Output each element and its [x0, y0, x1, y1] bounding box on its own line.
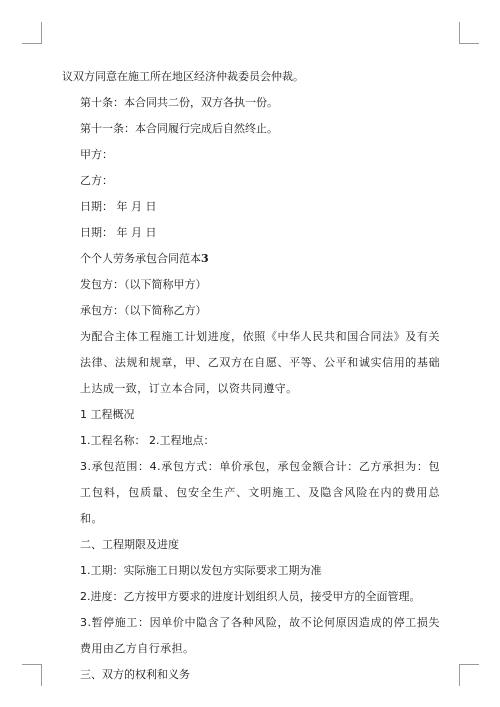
- crop-mark-top-left: [22, 22, 42, 44]
- item-project-name-location: 1.工程名称： 2.工程地点：: [80, 434, 215, 447]
- contractor-line: 发包方：（以下简称甲方）: [80, 278, 207, 291]
- paragraph-article-10: 第十条：本合同共二份，双方各执一份。: [80, 96, 278, 109]
- paragraph-arbitration: 议双方同意在施工所在地区经济仲裁委员会仲裁。: [62, 70, 304, 83]
- paragraph-preamble: 为配合主体工程施工计划进度，依照《中华人民共和国合同法》及有关法律、法规和规章，甲、乙双方在自愿、平等、公平和诚实信用的基础上达成一致，订立本合同，以资共同遵守。: [80, 330, 440, 395]
- item-duration: 1.工期：实际施工日期以发包方实际要求工期为准: [80, 564, 322, 577]
- document-page: [62, 64, 440, 688]
- date-line-2: 日期： 年 月 日: [80, 226, 157, 239]
- item-progress: 2.进度：乙方按甲方要求的进度计划组织人员，接受甲方的全面管理。: [80, 590, 421, 603]
- item-scope-and-method: 3.承包范围：4.承包方式：单价承包，承包金额合计：乙方承担为：包工包料，包质量、包安全生产、文明施工、及隐含风险在内的费用总和。: [80, 460, 440, 525]
- paragraph-article-11: 第十一条：本合同履行完成后自然终止。: [80, 122, 278, 135]
- section-3-heading: 三、双方的权利和义务: [80, 668, 190, 681]
- contract-heading-number: 3: [201, 252, 209, 265]
- party-a-line: 甲方：: [80, 148, 113, 161]
- item-suspension: 3.暂停施工：因单价中隐含了各种风险，故不论何原因造成的停工损失费用由乙方自行承担。: [80, 616, 440, 655]
- contract-heading: [62, 246, 440, 272]
- party-b-line: 乙方：: [80, 174, 113, 187]
- section-1-heading: 1 工程概况: [80, 408, 135, 421]
- date-line-1: 日期： 年 月 日: [80, 200, 157, 213]
- contract-heading-text: 个个人劳务承包合同范本: [80, 252, 201, 265]
- subcontractor-line: 承包方：（以下简称乙方）: [80, 304, 207, 317]
- crop-mark-bottom-right: [459, 664, 479, 686]
- crop-mark-top-right: [459, 22, 479, 44]
- section-2-heading: 二、工程期限及进度: [80, 538, 179, 551]
- crop-mark-bottom-left: [22, 664, 42, 686]
